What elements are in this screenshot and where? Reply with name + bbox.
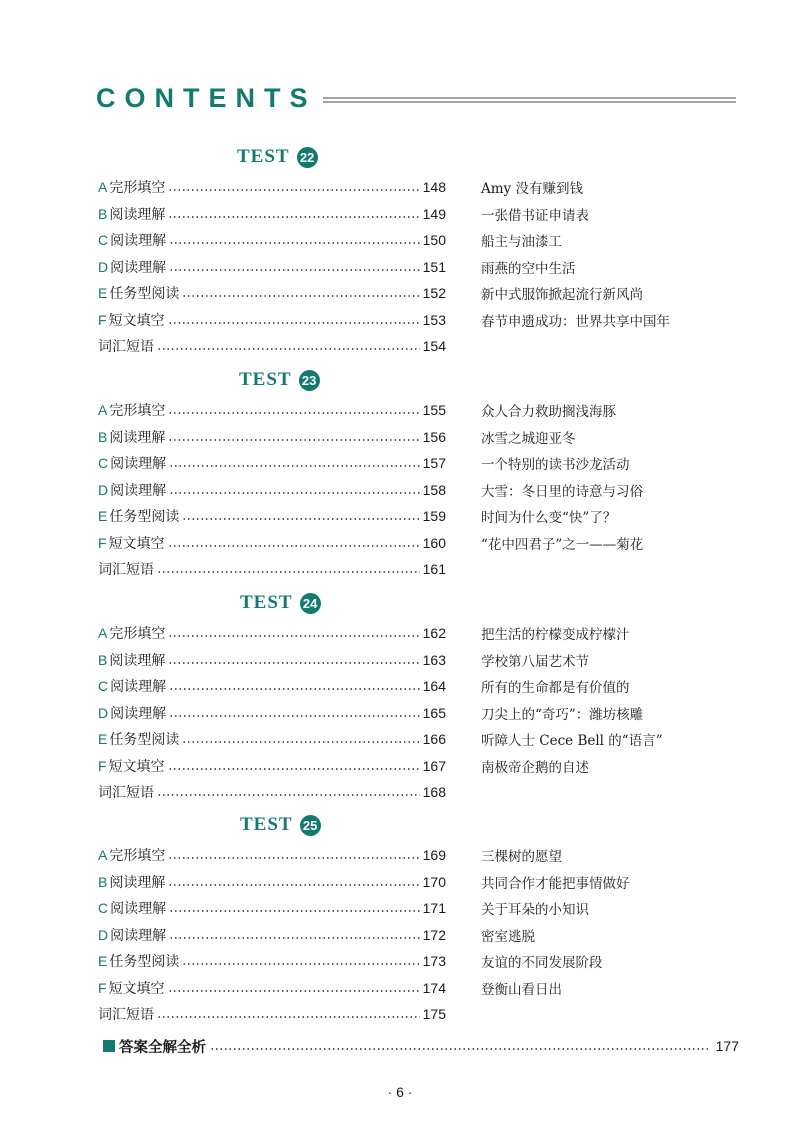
- answers-page: 177: [715, 1038, 739, 1054]
- entry-topic: 一张借书证申请表: [481, 207, 589, 224]
- entry-page-number: 151: [422, 258, 446, 275]
- toc-entry-main: [98, 174, 446, 200]
- entry-label: 阅读理解: [110, 927, 167, 944]
- dot-leader: [168, 189, 419, 191]
- dot-leader: [168, 990, 420, 992]
- entry-page-number: 150: [422, 232, 446, 248]
- toc-entry-main: [98, 700, 446, 726]
- entry-topic: 所有的生命都是有价值的: [481, 680, 630, 696]
- entry-label: 完形填空: [109, 848, 166, 864]
- test-heading: [237, 146, 318, 168]
- dot-leader: [169, 492, 420, 494]
- toc-entry-main: [98, 975, 446, 1001]
- toc-entry[interactable]: [0, 620, 800, 646]
- toc-entry-main: [98, 922, 446, 948]
- entry-letter: E: [98, 953, 108, 969]
- entry-letter: D: [98, 704, 109, 721]
- toc-entry[interactable]: [0, 307, 800, 333]
- entry-page-number: 161: [422, 561, 446, 577]
- entry-page-number: 169: [422, 847, 446, 863]
- entry-topic: 大雪：冬日里的诗意与习俗: [481, 483, 643, 500]
- entry-topic: 三棵树的愿望: [481, 849, 562, 865]
- toc-entry-main: [98, 647, 446, 673]
- entry-topic: 新中式服饰掀起流行新风尚: [481, 287, 643, 303]
- toc-entry[interactable]: [0, 201, 800, 227]
- entry-page-number: 175: [422, 1006, 446, 1022]
- entry-label: 词汇短语: [98, 785, 154, 801]
- dot-leader: [182, 741, 419, 743]
- test-label: TEST: [240, 592, 293, 613]
- dot-leader: [169, 242, 420, 244]
- test-label: TEST: [240, 814, 293, 835]
- entry-letter: A: [98, 847, 108, 863]
- square-bullet-icon: [103, 1040, 115, 1052]
- entry-letter: D: [98, 258, 109, 275]
- toc-entry-main: [98, 753, 446, 779]
- dot-leader: [168, 439, 419, 441]
- entry-page-number: 154: [422, 338, 446, 354]
- entry-topic: 雨燕的空中生活: [481, 260, 576, 277]
- toc-entry-main: [98, 333, 446, 359]
- dot-leader: [168, 662, 419, 664]
- entry-label: 阅读理解: [109, 874, 166, 891]
- entry-label: 完形填空: [109, 626, 166, 642]
- entry-label: 短文填空: [108, 758, 165, 775]
- toc-entry-main: [98, 1001, 446, 1027]
- entry-topic: 刀尖上的“奇巧”：潍坊核雕: [481, 706, 644, 723]
- toc-entry[interactable]: [0, 254, 800, 280]
- entry-page-number: 156: [422, 428, 446, 445]
- entry-letter: D: [98, 481, 109, 498]
- entry-page-number: 166: [422, 731, 446, 747]
- entry-label: 短文填空: [108, 535, 165, 552]
- entry-label: 短文填空: [108, 980, 165, 997]
- toc-entry[interactable]: [0, 503, 800, 529]
- toc-entry[interactable]: [0, 530, 800, 556]
- test-heading: [240, 814, 321, 836]
- toc-entry[interactable]: [0, 424, 800, 450]
- test-number-badge: 25: [300, 815, 321, 836]
- toc-entry-main: [98, 477, 446, 503]
- entry-topic: 友谊的不同发展阶段: [481, 955, 603, 971]
- entry-label: 任务型阅读: [109, 954, 180, 970]
- entry-letter: F: [98, 311, 107, 328]
- entry-label: 阅读理解: [110, 901, 167, 917]
- entry-letter: B: [98, 428, 108, 445]
- entry-letter: E: [98, 731, 108, 747]
- toc-entry[interactable]: [0, 673, 800, 699]
- dot-leader: [168, 884, 419, 886]
- entry-topic: 冰雪之城迎亚冬: [481, 430, 576, 447]
- entry-label: 阅读理解: [110, 259, 167, 276]
- entry-topic: 船主与油漆工: [481, 234, 562, 250]
- entry-letter: F: [98, 534, 107, 551]
- entry-topic: 登衡山看日出: [481, 981, 562, 998]
- entry-page-number: 173: [422, 953, 446, 969]
- entry-letter: F: [98, 979, 107, 996]
- toc-entry-main: [98, 726, 446, 752]
- toc-entry[interactable]: [0, 700, 800, 726]
- entry-label: 阅读理解: [110, 705, 167, 722]
- toc-entry[interactable]: [0, 869, 800, 895]
- entry-label: 短文填空: [108, 312, 165, 329]
- entry-letter: C: [98, 678, 109, 694]
- dot-leader: [169, 910, 420, 912]
- dot-leader: [169, 465, 420, 467]
- dot-leader: [157, 348, 420, 350]
- entry-topic: 学校第八届艺术节: [481, 653, 589, 670]
- dot-leader: [168, 412, 419, 414]
- toc-entry-main: [98, 620, 446, 646]
- toc-entry[interactable]: [0, 895, 800, 921]
- toc-entry-main: [98, 895, 446, 921]
- entry-page-number: 170: [422, 873, 446, 890]
- toc-entry[interactable]: [0, 779, 800, 805]
- dot-leader: [168, 322, 420, 324]
- entry-page-number: 163: [422, 651, 446, 668]
- entry-topic: 众人合力救助搁浅海豚: [481, 404, 616, 420]
- entry-page-number: 162: [422, 625, 446, 641]
- toc-entry-main: [98, 530, 446, 556]
- dot-leader: [157, 794, 420, 796]
- test-number-badge: 22: [297, 147, 318, 168]
- toc-entry-main: [98, 869, 446, 895]
- entry-letter: E: [98, 508, 108, 524]
- toc-entry[interactable]: [0, 647, 800, 673]
- entry-label: 任务型阅读: [109, 286, 180, 302]
- entry-letter: A: [98, 402, 108, 418]
- entry-page-number: 165: [422, 704, 446, 721]
- dot-leader: [182, 963, 419, 965]
- entry-page-number: 148: [422, 179, 446, 195]
- entry-page-number: 164: [422, 678, 446, 694]
- entry-topic: “花中四君子”之一——菊花: [481, 536, 644, 553]
- toc-entry[interactable]: [0, 477, 800, 503]
- toc-entry-main: [98, 254, 446, 280]
- entry-topic: Amy 没有赚到钱: [481, 181, 583, 197]
- toc-entry[interactable]: [0, 174, 800, 200]
- entry-page-number: 167: [422, 757, 446, 774]
- dot-leader: [169, 269, 420, 271]
- entry-page-number: 168: [422, 784, 446, 800]
- dot-leader: [210, 1048, 710, 1050]
- entry-letter: C: [98, 900, 109, 916]
- entry-page-number: 157: [422, 455, 446, 471]
- toc-entry[interactable]: [0, 948, 800, 974]
- dot-leader: [169, 715, 420, 717]
- toc-entry-main: [98, 227, 446, 253]
- entry-letter: A: [98, 179, 108, 195]
- entry-topic: 关于耳朵的小知识: [481, 902, 589, 918]
- toc-entry-main: [98, 280, 446, 306]
- toc-entry-main: [98, 201, 446, 227]
- entry-page-number: 174: [422, 979, 446, 996]
- test-heading: [239, 369, 320, 391]
- dot-leader: [168, 857, 419, 859]
- toc-entry[interactable]: [0, 1001, 800, 1027]
- entry-label: 任务型阅读: [109, 509, 180, 525]
- toc-entry[interactable]: [0, 975, 800, 1001]
- entry-page-number: 172: [422, 926, 446, 943]
- dot-leader: [169, 688, 420, 690]
- entry-letter: F: [98, 757, 107, 774]
- entry-page-number: 159: [422, 508, 446, 524]
- entry-label: 完形填空: [109, 180, 166, 196]
- toc-entry[interactable]: [0, 726, 800, 752]
- toc-entry-main: [98, 842, 446, 868]
- entry-topic: 把生活的柠檬变成柠檬汁: [481, 627, 630, 643]
- entry-letter: E: [98, 285, 108, 301]
- entry-letter: C: [98, 232, 109, 248]
- toc-entry[interactable]: [0, 450, 800, 476]
- toc-entry[interactable]: [0, 842, 800, 868]
- entry-letter: C: [98, 455, 109, 471]
- contents-header: [96, 80, 736, 116]
- test-heading: [240, 592, 321, 614]
- contents-title: CONTENTS: [96, 82, 317, 113]
- entry-label: 阅读理解: [110, 233, 167, 249]
- entry-page-number: 149: [422, 205, 446, 222]
- entry-label: 词汇短语: [98, 1007, 154, 1023]
- dot-leader: [169, 937, 420, 939]
- toc-entry-main: [98, 673, 446, 699]
- entry-label: 阅读理解: [109, 652, 166, 669]
- entry-letter: A: [98, 625, 108, 641]
- toc-entry-main: [98, 450, 446, 476]
- entry-letter: B: [98, 205, 108, 222]
- toc-entry[interactable]: [0, 333, 800, 359]
- entry-page-number: 160: [422, 534, 446, 551]
- toc-entry-answers[interactable]: [103, 1034, 739, 1058]
- toc-entry-main: [98, 779, 446, 805]
- test-label: TEST: [237, 146, 290, 167]
- dot-leader: [157, 571, 420, 573]
- toc-entry[interactable]: [0, 753, 800, 779]
- toc-entry[interactable]: [0, 227, 800, 253]
- entry-label: 阅读理解: [110, 456, 167, 472]
- toc-entry-main: [98, 397, 446, 423]
- toc-entry[interactable]: [0, 922, 800, 948]
- dot-leader: [182, 295, 419, 297]
- entry-letter: B: [98, 651, 108, 668]
- toc-entry[interactable]: [0, 556, 800, 582]
- entry-label: 阅读理解: [109, 206, 166, 223]
- dot-leader: [182, 518, 419, 520]
- entry-letter: D: [98, 926, 109, 943]
- header-dotted-rule: [323, 96, 737, 105]
- toc-entry-main: [98, 556, 446, 582]
- entry-page-number: 158: [422, 481, 446, 498]
- dot-leader: [157, 1016, 420, 1018]
- test-number-badge: 24: [300, 593, 321, 614]
- entry-letter: B: [98, 873, 108, 890]
- toc-entry-main: [98, 948, 446, 974]
- entry-topic: 时间为什么变“快”了？: [481, 510, 617, 526]
- entry-label: 词汇短语: [98, 339, 154, 355]
- entry-page-number: 171: [422, 900, 446, 916]
- entry-page-number: 155: [422, 402, 446, 418]
- toc-entry-main: [98, 424, 446, 450]
- test-number-badge: 23: [299, 370, 320, 391]
- toc-entry-main: [98, 307, 446, 333]
- toc-entry[interactable]: [0, 397, 800, 423]
- entry-page-number: 152: [422, 285, 446, 301]
- entry-label: 阅读理解: [110, 679, 167, 695]
- dot-leader: [168, 216, 419, 218]
- page-number: · 6 ·: [387, 1084, 413, 1100]
- entry-label: 阅读理解: [110, 482, 167, 499]
- toc-entry-main: [98, 503, 446, 529]
- entry-label: 词汇短语: [98, 562, 154, 578]
- test-label: TEST: [239, 369, 292, 390]
- answers-label: 答案全解全析: [119, 1039, 206, 1056]
- entry-topic: 一个特别的读书沙龙活动: [481, 457, 630, 473]
- toc-entry[interactable]: [0, 280, 800, 306]
- entry-page-number: 153: [422, 311, 446, 328]
- entry-topic: 南极帝企鹅的自述: [481, 759, 589, 776]
- entry-topic: 听障人士 Cece Bell 的“语言”: [481, 733, 663, 749]
- entry-label: 完形填空: [109, 403, 166, 419]
- dot-leader: [168, 545, 420, 547]
- entry-topic: 密室逃脱: [481, 928, 535, 945]
- dot-leader: [168, 768, 420, 770]
- entry-label: 阅读理解: [109, 429, 166, 446]
- entry-label: 任务型阅读: [109, 732, 180, 748]
- entry-topic: 春节申遗成功：世界共享中国年: [481, 313, 670, 330]
- dot-leader: [168, 635, 419, 637]
- entry-topic: 共同合作才能把事情做好: [481, 875, 630, 892]
